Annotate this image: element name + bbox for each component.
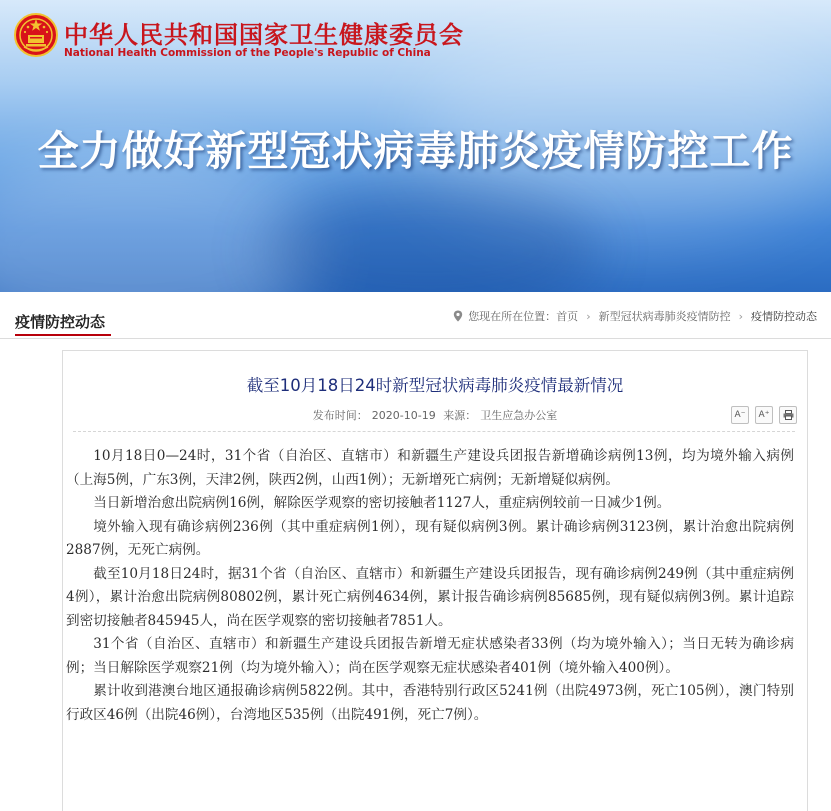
article-paragraph: 当日新增治愈出院病例16例，解除医学观察的密切接触者1127人，重症病例较前一日减少1例。	[93, 495, 671, 511]
banner-slogan: 全力做好新型冠状病毒肺炎疫情防控工作	[37, 127, 794, 175]
breadcrumb-separator: ›	[738, 309, 743, 323]
article-paragraph: 累计收到港澳台地区通报确诊病例5822例。其中，香港特别行政区5241例（出院4973例，死亡105例），澳门特别行政区46例（出院46例），台湾地区535例（出院491例，死亡7例）。	[66, 683, 794, 723]
org-name-en[interactable]: National Health Commission of the People's Republic of China	[64, 47, 431, 59]
article-tools	[731, 406, 797, 424]
source-name: 卫生应急办公室	[480, 409, 558, 422]
breadcrumb-prefix: 您现在所在位置：	[468, 310, 557, 323]
publish-date-label: 发布时间：	[312, 409, 368, 422]
article-meta	[63, 407, 807, 423]
print-button[interactable]	[779, 406, 797, 424]
breadcrumb-covid-prevention-link[interactable]: 新型冠状病毒肺炎疫情防控	[598, 310, 731, 323]
article-paragraph: 境外输入现有确诊病例236例（其中重症病例1例），现有疑似病例3例。累计确诊病例3123例，累计治愈出院病例2887例，无死亡病例。	[66, 518, 794, 558]
publish-date: 2020-10-19	[371, 409, 436, 422]
article-panel	[62, 350, 808, 811]
source-label: 来源：	[443, 409, 477, 422]
section-title-underline	[15, 334, 111, 336]
article-title: 截至10月18日24时新型冠状病毒肺炎疫情最新情况	[246, 376, 624, 395]
breadcrumb-separator: ›	[586, 309, 591, 323]
print-icon	[783, 410, 794, 420]
font-larger-button[interactable]: A⁺	[755, 406, 773, 424]
font-smaller-button[interactable]: A⁻	[731, 406, 749, 424]
national-emblem-icon[interactable]	[14, 13, 58, 57]
meta-divider	[73, 431, 795, 432]
breadcrumb	[453, 308, 817, 324]
section-header	[0, 292, 831, 339]
article-body	[66, 445, 794, 727]
site-banner	[0, 0, 831, 292]
location-pin-icon	[453, 310, 463, 322]
article-paragraph: 31个省（自治区、直辖市）和新疆生产建设兵团报告新增无症状感染者33例（均为境外输入）；当日无转为确诊病例；当日解除医学观察21例（均为境外输入）；尚在医学观察无症状感染者401例（境外输入400例）。	[66, 636, 794, 676]
article-paragraph: 截至10月18日24时，据31个省（自治区、直辖市）和新疆生产建设兵团报告，现有确诊病例249例（其中重症病例4例），累计治愈出院病例80802例，累计死亡病例4634例，累计报告确诊病例85685例，现有疑似病例3例。累计追踪到密切接触者845945人，尚在医学观察的密切接触者7851人。	[66, 565, 794, 629]
section-title: 疫情防控动态	[15, 313, 106, 331]
article-paragraph: 10月18日0—24时，31个省（自治区、直辖市）和新疆生产建设兵团报告新增确诊病例13例，均为境外输入病例（上海5例，广东3例，天津2例，陕西2例，山西1例）；无新增死亡病例；无新增疑似病例。	[66, 448, 794, 488]
breadcrumb-home-link[interactable]: 首页	[556, 310, 579, 323]
breadcrumb-current-link[interactable]: 疫情防控动态	[751, 310, 817, 323]
org-name-cn[interactable]: 中华人民共和国国家卫生健康委员会	[64, 21, 464, 49]
